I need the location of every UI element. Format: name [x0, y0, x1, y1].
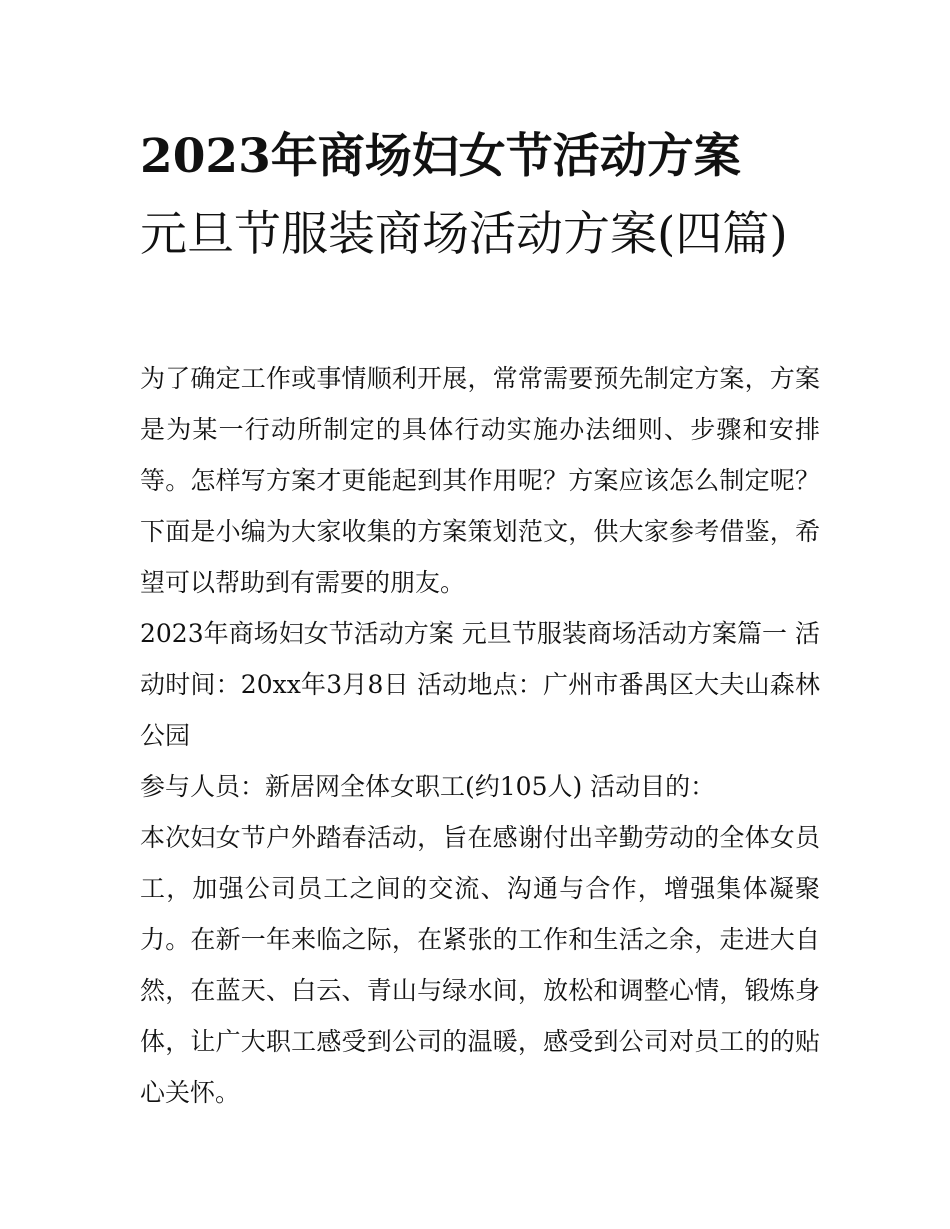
paragraph-intro: 为了确定工作或事情顺利开展，常常需要预先制定方案，方案是为某一行动所制定的具体行动实施办法细则、步骤和安排等。怎样写方案才更能起到其作用呢？方案应该怎么制定呢？下面是小编为大家收集的方案策划范文，供大家参考借鉴，希望可以帮助到有需要的朋友。: [140, 364, 820, 597]
title-line-2: 元旦节服装商场活动方案(四篇): [140, 207, 788, 262]
title-line-1: 2023年商场妇女节活动方案: [140, 129, 741, 184]
document-body: [140, 353, 820, 1118]
paragraph-purpose: 本次妇女节户外踏春活动，旨在感谢付出辛勤劳动的全体女员工，加强公司员工之间的交流、沟通与合作，增强集体凝聚力。在新一年来临之际，在紧张的工作和生活之余，走进大自然，在蓝天、白云、青山与绿水间，放松和调整心情，锻炼身体，让广大职工感受到公司的温暖，感受到公司对员工的的贴心关怀。: [140, 823, 820, 1107]
document-title: [140, 118, 820, 274]
paragraph-participants: 参与人员：新居网全体女职工(约105人) 活动目的：: [140, 772, 716, 801]
paragraph-activity-info: 2023年商场妇女节活动方案 元旦节服装商场活动方案篇一 活动时间：20xx年3月8日 活动地点：广州市番禺区大夫山森林公园: [140, 619, 820, 750]
